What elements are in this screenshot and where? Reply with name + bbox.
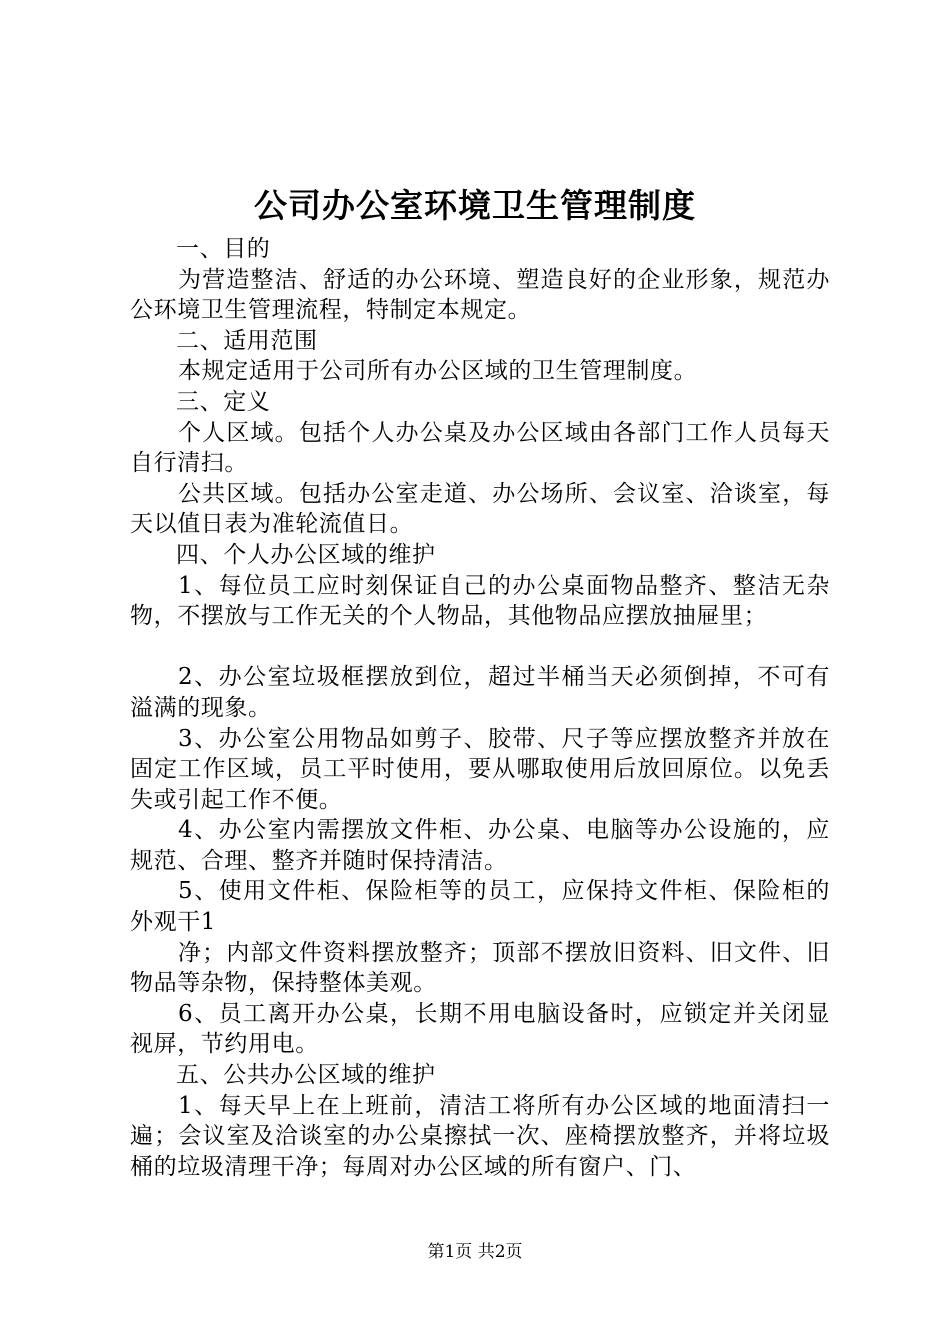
paragraph: 个人区域。包括个人办公桌及办公区域由各部门工作人员每天自行清扫。: [130, 419, 830, 477]
document-title: 公司办公室环境卫生管理制度: [254, 186, 696, 225]
section-heading: 五、公共办公区域的维护: [176, 1062, 436, 1089]
paragraph: 4、办公室内需摆放文件柜、办公桌、电脑等办公设施的，应规范、合理、整齐并随时保持清洁。: [130, 817, 830, 874]
paragraph: 公共区域。包括办公室走道、办公场所、会议室、洽谈室，每天以值日表为准轮流值日。: [130, 480, 830, 538]
section-heading: 一、目的: [176, 236, 271, 262]
document-body: [130, 234, 830, 1182]
section-heading: 二、适用范围: [176, 327, 318, 354]
paragraph: 净；内部文件资料摆放整齐；顶部不摆放旧资料、旧文件、旧物品等杂物，保持整体美观。: [130, 939, 830, 997]
paragraph: 3、办公室公用物品如剪子、胶带、尺子等应摆放整齐并放在固定工作区域，员工平时使用，要从哪取使用后放回原位。以免丢失或引起工作不便。: [130, 725, 830, 813]
section-heading: 四、个人办公区域的维护: [176, 541, 436, 568]
page-number-footer: 第1页 共2页: [427, 1242, 523, 1262]
paragraph: 1、每天早上在上班前，清洁工将所有办公区域的地面清扫一遍；会议室及洽谈室的办公桌擦拭一次、座椅摆放整齐，并将垃圾桶的垃圾清理干净；每周对办公区域的所有窗户、门、: [130, 1092, 830, 1180]
blank-line: [130, 632, 830, 663]
paragraph: 5、使用文件柜、保险柜等的员工，应保持文件柜、保险柜的外观干1: [130, 878, 830, 936]
paragraph: 1、每位员工应时刻保证自己的办公桌面物品整齐、整洁无杂物，不摆放与工作无关的个人物品，其他物品应摆放抽屉里；: [130, 572, 830, 630]
section-heading: 三、定义: [176, 388, 271, 415]
paragraph: 为营造整洁、舒适的办公环境、塑造良好的企业形象，规范办公环境卫生管理流程，特制定本规定。: [130, 266, 830, 324]
paragraph: 本规定适用于公司所有办公区域的卫生管理制度。: [178, 358, 698, 385]
paragraph: 6、员工离开办公桌，长期不用电脑设备时，应锁定并关闭显视屏，节约用电。: [130, 1000, 830, 1058]
paragraph: 2、办公室垃圾框摆放到位，超过半桶当天必须倒掉，不可有溢满的现象。: [130, 664, 830, 721]
